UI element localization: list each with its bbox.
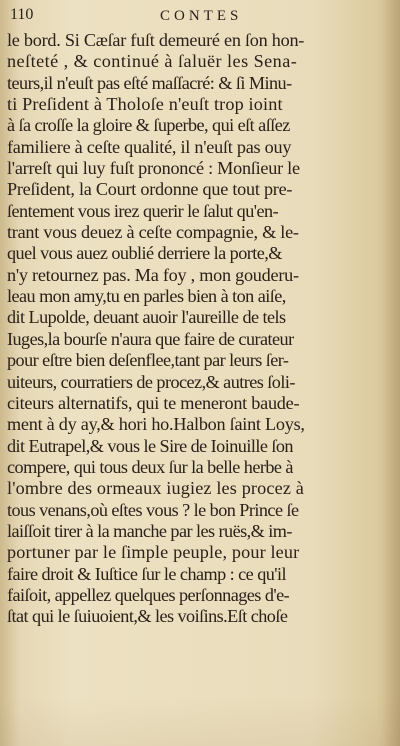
text-line: ment à dy ay,& hori ho.Halbon ſaint Loys,	[7, 414, 305, 435]
text-line: n'y retournez pas. Ma foy , mon gouderu-	[7, 264, 299, 285]
text-line: citeurs alternatifs, qui te meneront baude-	[7, 392, 300, 413]
text-line: teurs,il n'euſt pas eſté maſſacré: & ſi Minu-	[7, 72, 292, 93]
text-line: familiere à ceſte qualité, il n'euſt pas ouy	[7, 136, 292, 157]
text-line: le bord. Si Cæſar fuſt demeuré en ſon hon-	[7, 30, 305, 50]
page-bottom-tone	[0, 696, 400, 746]
body-text	[7, 30, 393, 628]
text-line: dit Eutrapel,& vous le Sire de Ioinuille ſon	[7, 435, 293, 456]
text-line: trant vous deuez à ceſte compagnie, & le-	[7, 222, 299, 243]
text-line: faiſoit, appellez quelques perſonnages d'e-	[7, 584, 290, 605]
text-line: ti Preſident à Tholoſe n'euſt trop ioint	[7, 94, 283, 115]
text-line: tous venans,où eſtes vous ? le bon Prince ſe	[7, 499, 299, 520]
page-header	[0, 5, 400, 27]
text-line: portuner par le ſimple peuple, pour leur	[7, 542, 300, 563]
text-line: à ſa croſſe la gloire & ſuperbe, qui eſt aſſez	[7, 115, 290, 136]
text-line: Iuges,la bourſe n'aura que faire de curateur	[7, 328, 294, 349]
text-line: leau mon amy,tu en parles bien à ton aiſe,	[7, 286, 286, 307]
text-line: uiteurs, courratiers de procez,& autres ſoli-	[7, 371, 295, 392]
text-line: neſteté , & continué à ſaluër les Sena-	[7, 51, 298, 72]
text-line: l'ombre des ormeaux iugiez les procez à	[7, 478, 304, 499]
text-line: l'arreſt qui luy fuſt prononcé : Monſieur le	[7, 158, 300, 179]
text-line: ſtat qui le ſuiuoient,& les voiſins.Eſt choſe	[7, 606, 288, 627]
text-line: ſentement vous irez querir le ſalut qu'en-	[7, 200, 279, 221]
text-line: dit Lupolde, deuant auoir l'aureille de tels	[7, 307, 286, 328]
text-line: faire droit & Iuſtice ſur le champ : ce qu'il	[7, 563, 287, 584]
text-line: quel vous auez oublié derriere la porte,&	[7, 243, 282, 264]
text-line: laiſſoit tirer à la manche par les ruës,& im-	[7, 520, 292, 541]
text-line: pour eſtre bien deſenflee,tant par leurs ſer-	[7, 350, 289, 371]
page-number: 110	[10, 6, 34, 23]
running-head: CONTES	[160, 8, 243, 24]
text-line: Preſident, la Court ordonne que tout pre-	[7, 179, 293, 200]
text-line: compere, qui tous deux ſur la belle herbe à	[7, 456, 293, 477]
